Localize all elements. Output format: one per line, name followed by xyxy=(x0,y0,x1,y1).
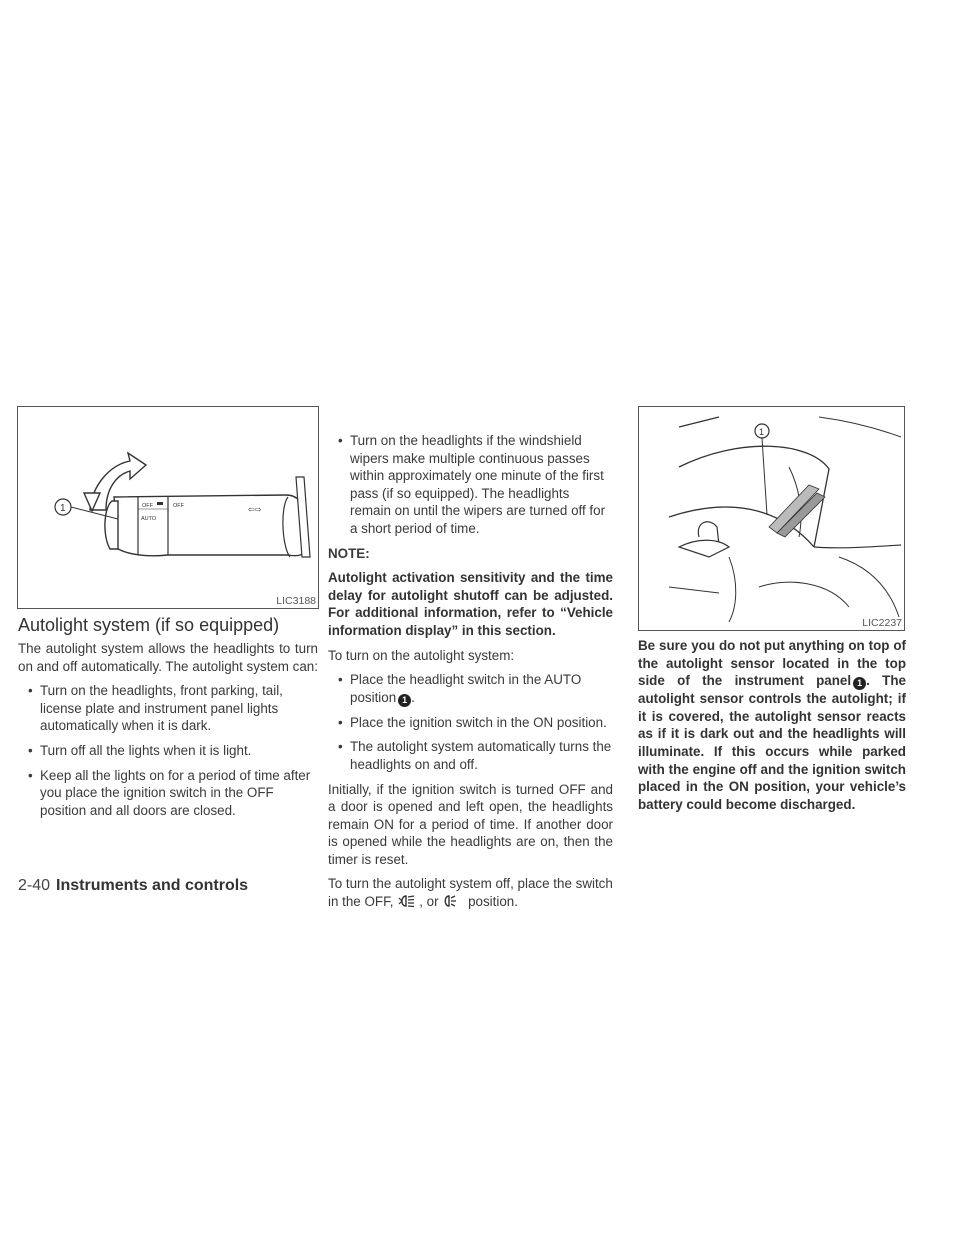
figure-code: LIC2237 xyxy=(862,617,902,629)
section-title: Autolight system (if so equipped) xyxy=(18,615,280,635)
list-item: • Turn on the headlights, front parking, tail, license plate and instrument panel lights automatically when it is dark. xyxy=(18,682,318,735)
autolight-capabilities-list-cont xyxy=(328,432,613,538)
list-item: • The autolight system automatically turns the headlights on and off. xyxy=(328,738,613,773)
callout-number: 1 xyxy=(60,503,66,514)
figure-code: LIC3188 xyxy=(276,595,316,607)
warning-text xyxy=(638,637,906,813)
switch-label-off-2: OFF xyxy=(173,503,184,509)
section-intro: The autolight system allows the headlights to turn on and off automatically. The autolight system can: xyxy=(18,641,318,674)
turn-off-text-mid: , or xyxy=(419,894,439,910)
column-2 xyxy=(328,432,613,918)
autolight-capabilities-list xyxy=(18,682,318,819)
turn-off-text-start: To turn the autolight system off, place the switch in the OFF, xyxy=(328,876,613,910)
parking-light-icon xyxy=(442,894,464,908)
column-1 xyxy=(18,614,318,826)
chapter-title: Instruments and controls xyxy=(56,877,249,894)
turn-off-text xyxy=(328,875,613,910)
callout-1: 1 xyxy=(398,694,411,707)
autolight-sensor-illustration xyxy=(639,407,904,630)
step-text: Place the headlight switch in the AUTO position xyxy=(350,672,582,705)
svg-text:⇦⇨: ⇦⇨ xyxy=(248,505,262,514)
callout-1: 1 xyxy=(853,677,866,690)
warning-text-end: . The autolight sensor controls the autolight; if it is covered, the autolight sensor reacts as if it is dark out and the headlights will illuminate. If this occurs while parked with the engine off and the ignition switch placed in the ON position, your vehicle’s battery could become discharged. xyxy=(638,673,906,812)
headlight-icon xyxy=(397,894,419,908)
note-label: NOTE: xyxy=(328,545,370,561)
figure-headlight-switch xyxy=(17,406,319,609)
list-item: • Turn off all the lights when it is light. xyxy=(18,742,318,760)
timer-text: Initially, if the ignition switch is turned OFF and a door is opened and left open, the headlights remain ON for a period of time. If another door is opened while the headlights are on, then the timer is reset. xyxy=(328,781,613,867)
list-item: • Turn on the headlights if the windshield wipers make multiple continuous passes within approximately one minute of the first pass (if so equipped). The headlights remain on until the wipers are turned off for a short period of time. xyxy=(328,432,613,538)
list-item: • Place the ignition switch in the ON position. xyxy=(328,714,613,732)
turn-on-intro: To turn on the autolight system: xyxy=(328,647,515,663)
page-number: 2-40 xyxy=(18,877,51,894)
turn-off-text-end: position. xyxy=(468,894,518,910)
callout-number: 1 xyxy=(759,427,765,437)
switch-label-auto: AUTO xyxy=(141,516,157,522)
figure-autolight-sensor xyxy=(638,406,905,631)
step-text-end: . xyxy=(411,689,415,705)
turn-on-steps xyxy=(328,671,613,773)
switch-label-off-1: OFF xyxy=(142,503,153,509)
warning-text-start: Be sure you do not put anything on top of the autolight sensor located in the top side of the instrument panel xyxy=(638,638,906,689)
list-item: • Keep all the lights on for a period of time after you place the ignition switch in the OFF position and all doors are closed. xyxy=(18,767,318,820)
column-3 xyxy=(638,637,906,820)
note-text: Autolight activation sensitivity and the time delay for autolight shutoff can be adjusted. For additional information, refer to “Vehicle information display” in this section. xyxy=(328,570,613,638)
page-footer xyxy=(18,877,248,895)
headlight-switch-illustration xyxy=(18,407,318,608)
list-item xyxy=(328,671,613,707)
